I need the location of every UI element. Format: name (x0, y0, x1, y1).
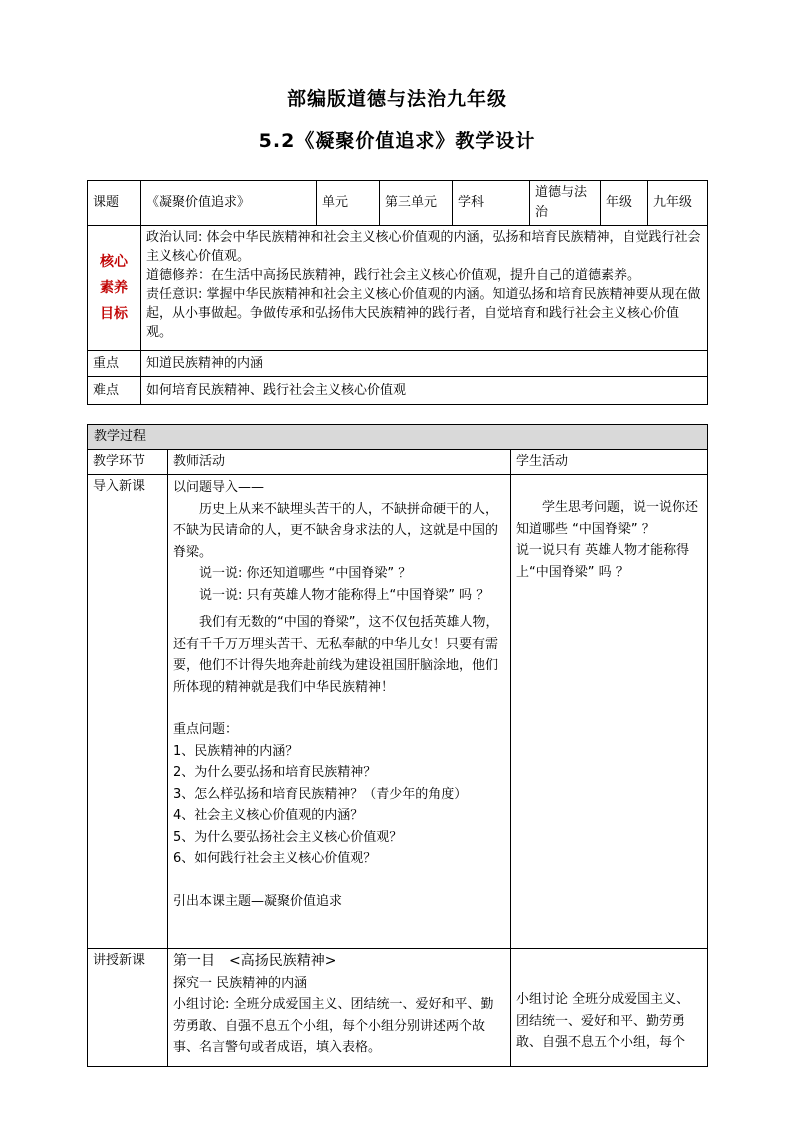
key-question-item: 1、民族精神的内涵？ (173, 743, 299, 759)
key-question-item: 4、社会主义核心价值观的内涵？ (173, 808, 364, 823)
difficulty-value: 如何培育民族精神、践行社会主义核心价值观 (141, 377, 708, 405)
unit-value: 第三单元 (380, 181, 453, 226)
question-say-two: 说一说: 只有英雄人物才能称得上“中国脊梁” 吗 ？ (199, 587, 490, 603)
stage-new-lesson: 讲授新课 (88, 949, 168, 1067)
teaching-process-table (87, 424, 708, 1067)
topic-value: 《凝聚价值追求》 (141, 181, 317, 226)
intro-paragraph: 历史上从来不缺埋头苦干的人，不缺拼命硬干的人，不缺为民请命的人，更不缺舍身求法的人，这就是中国的脊梁。 (173, 501, 499, 560)
subject-label: 学科 (453, 181, 530, 226)
student-activity-intro (511, 475, 708, 949)
key-point-label: 重点 (88, 351, 141, 377)
grade-value: 九年级 (648, 181, 708, 226)
stage-intro: 导入新课 (88, 475, 168, 949)
lesson-info-table (87, 180, 708, 405)
difficulty-row (88, 377, 708, 405)
key-question-item: 2、为什么要弘扬和培育民族精神？ (173, 765, 377, 780)
goal-responsibility: 责任意识: 掌握中华民族精神和社会主义核心价值观的内涵。知道弘扬和培育民族精神要从现在做起，从小事做起。争做传承和弘扬伟大民族精神的践行者，自觉培育和践行社会主义核心价值观。 (146, 287, 701, 340)
intro-lead: 以问题导入—— (173, 480, 265, 495)
subject-value: 道德与法治 (530, 181, 601, 226)
intro-section-row (88, 475, 708, 949)
difficulty-label: 难点 (88, 377, 141, 405)
core-label-line: 目标 (100, 306, 128, 322)
key-point-row (88, 351, 708, 377)
document-title: 部编版道德与法治九年级 (286, 88, 507, 110)
lesson-info-row (88, 181, 708, 226)
core-label-line: 核心 (100, 254, 128, 270)
unit-label: 单元 (317, 181, 380, 226)
group-discussion-task: 小组讨论: 全班分成爱国主义、团结统一、爱好和平、勤劳勇敢、自强不息五个小组，每个小组分别讲述两个故事、名言警句或者成语，填入表格。 (173, 997, 494, 1055)
spirit-paragraph: 我们有无数的“中国的脊梁”，这不仅包括英雄人物，还有千千万万埋头苦干、无私奉献的中华儿女！只要有需要，他们不计得失地奔赴前线为建设祖国肝脑涂地，他们所体现的精神就是我们中华民族精神！ (173, 615, 499, 695)
teacher-column-header: 教师活动 (168, 450, 511, 475)
student-column-header: 学生活动 (511, 450, 708, 475)
key-question-item: 3、怎么样弘扬和培育民族精神？（青少年的角度） (173, 786, 468, 802)
section-heading: 第一目 <高扬民族精神> (173, 953, 337, 969)
stage-column-header: 教学环节 (88, 450, 168, 475)
student-group-discussion: 小组讨论 全班分成爱国主义、团结统一、爱好和平、勤劳勇敢、自强不息五个小组，每个 (516, 992, 690, 1050)
column-header-row (88, 450, 708, 475)
core-goals-content (141, 226, 708, 351)
new-lesson-row (88, 949, 708, 1067)
question-say-one: 说一说: 你还知道哪些 “中国脊梁” ？ (199, 566, 412, 581)
teacher-activity-intro (168, 475, 511, 949)
key-point-value: 知道民族精神的内涵 (141, 351, 708, 377)
core-goals-row (88, 226, 708, 351)
student-activity-new-lesson (511, 949, 708, 1067)
teacher-activity-new-lesson (168, 949, 511, 1067)
key-question-item: 5、为什么要弘扬社会主义核心价值观？ (173, 829, 403, 845)
topic-label: 课题 (88, 181, 141, 226)
goal-moral: 道德修养：在生活中高扬民族精神，践行社会主义核心价值观，提升自己的道德素养。 (146, 268, 641, 283)
process-header: 教学过程 (88, 425, 708, 450)
core-label-line: 素养 (100, 280, 128, 296)
student-think-question: 学生思考问题，说一说你还知道哪些 “中国脊梁” ？ (516, 500, 699, 537)
grade-label: 年级 (601, 181, 648, 226)
document-subtitle: 5.2《凝聚价值追求》教学设计 (258, 130, 536, 152)
key-question-item: 6、如何践行社会主义核心价值观？ (173, 851, 377, 866)
process-header-row (88, 425, 708, 450)
student-say-question: 说一说只有 英雄人物才能称得上“中国脊梁” 吗 ？ (516, 543, 690, 580)
topic-intro-line: 引出本课主题—凝聚价值追求 (173, 893, 343, 909)
core-goals-label (88, 226, 141, 351)
key-questions-title: 重点问题： (173, 722, 239, 737)
inquiry-title: 探究一 民族精神的内涵 (173, 975, 308, 991)
goal-political: 政治认同: 体会中华民族精神和社会主义核心价值观的内涵，弘扬和培育民族精神，自觉践行社会主义核心价值观。 (146, 230, 701, 264)
